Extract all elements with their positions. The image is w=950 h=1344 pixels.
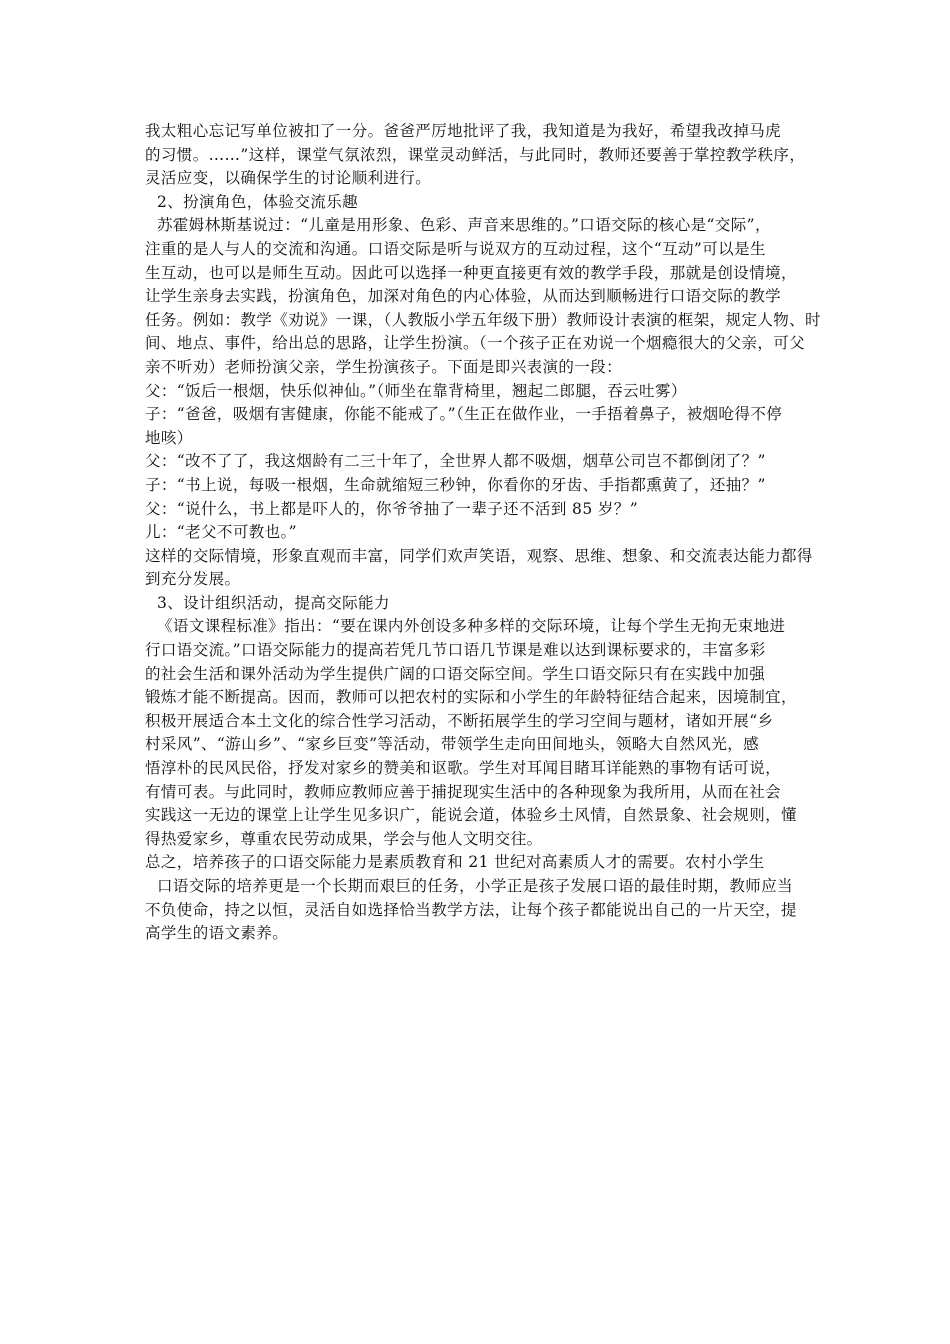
dialogue-line: 父：“饭后一根烟，快乐似神仙。”（师坐在靠背椅里，翘起二郎腿，吞云吐雾）: [145, 381, 687, 400]
text-line: 得热爱家乡，尊重农民劳动成果，学会与他人文明交往。: [145, 829, 543, 848]
text-line: 的习惯。……”这样，课堂气氛浓烈，课堂灵动鲜活，与此同时，教师还要善于掌控教学秩序，: [145, 145, 806, 164]
dialogue-line: 地咳）: [145, 428, 193, 447]
dialogue-line: 父：“说什么，书上都是吓人的，你爷爷抽了一辈子还不活到 85 岁？”: [145, 499, 639, 518]
text-line: [145, 946, 813, 970]
section-heading: 3、设计组织活动，提高交际能力: [157, 593, 390, 612]
text-line: 我太粗心忘记写单位被扣了一分。爸爸严厉地批评了我，我知道是为我好，希望我改掉马虎: [145, 122, 782, 140]
document-page: [145, 120, 821, 969]
text-line: 的社会生活和课外活动为学生提供广阔的口语交际空间。学生口语交际只有在实践中加强: [145, 664, 766, 683]
text-line: 悟淳朴的民风民俗，抒发对家乡的赞美和讴歌。学生对耳闻目睹耳详能熟的事物有话可说，: [145, 759, 782, 778]
dialogue-line: 子：“书上说，每吸一根烟，生命就缩短三秒钟，你看你的牙齿、手指都熏黄了，还抽？”: [145, 475, 766, 494]
text-line: 这样的交际情境，形象直观而丰富，同学们欢声笑语，观察、思维、想象、和交流表达能力都得: [145, 546, 813, 565]
text-line: 生互动，也可以是师生互动。因此可以选择一种更直接更有效的教学手段，那就是创设情境，: [145, 263, 797, 282]
dialogue-line: 子：“爸爸，吸烟有害健康，你能不能戒了。”（生正在做作业，一手捂着鼻子，被烟呛得不停: [145, 405, 783, 424]
text-line: 注重的是人与人的交流和沟通。口语交际是听与说双方的互动过程，这个“互动”可以是生: [145, 239, 766, 258]
text-line: 有情可表。与此同时，教师应教师应善于捕捉现实生活中的各种现象为我所用，从而在社会: [145, 782, 782, 801]
text-line: 任务。例如：教学《劝说》一课，（人教版小学五年级下册）教师设计表演的框架，规定人物、时: [145, 310, 821, 329]
text-line: 到充分发展。: [145, 570, 241, 589]
text-line: 口语交际的培养更是一个长期而艰巨的任务，小学正是孩子发展口语的最佳时期，教师应当: [157, 877, 794, 895]
dialogue-line: 儿：“老父不可教也。”: [145, 523, 297, 542]
text-line: 行口语交流。”口语交际能力的提高若凭几节口语几节课是难以达到课标要求的，丰富多彩: [145, 641, 766, 660]
section-heading: 2、扮演角色，体验交流乐趣: [157, 192, 359, 211]
text-line: 高学生的语文素养。: [145, 924, 289, 943]
text-line: 实践这一无边的课堂上让学生见多识广，能说会道，体验乡土风情，自然景象、社会规则，懂: [145, 806, 797, 825]
text-line: 《语文课程标准》指出：“要在课内外创设多种多样的交际环境，让每个学生无拘无束地进: [157, 617, 786, 636]
text-line: 苏霍姆林斯基说过：“儿童是用形象、色彩、声音来思维的。”口语交际的核心是“交际”，: [157, 216, 771, 235]
text-line: 让学生亲身去实践，扮演角色，加深对角色的内心体验，从而达到顺畅进行口语交际的教学: [145, 287, 782, 306]
text-line: 积极开展适合本土文化的综合性学习活动，不断拓展学生的学习空间与题材，诸如开展“乡: [145, 711, 774, 730]
text-line: 村采风”、“游山乡”、“家乡巨变”等活动，带领学生走向田间地头，领略大自然风光，感: [145, 735, 760, 754]
text-line: 灵活应变，以确保学生的讨论顺利进行。: [145, 169, 432, 188]
text-line: 不负使命，持之以恒，灵活自如选择恰当教学方法，让每个孩子都能说出自己的一片天空，提: [145, 900, 797, 919]
dialogue-line: 父：“改不了了，我这烟龄有二三十年了，全世界人都不吸烟，烟草公司岂不都倒闭了？”: [145, 452, 766, 471]
text-line: 亲不听劝）老师扮演父亲，学生扮演孩子。下面是即兴表演的一段：: [145, 357, 623, 376]
text-line: 总之，培养孩子的口语交际能力是素质教育和 21 世纪对高素质人才的需要。农村小学生: [145, 853, 765, 872]
text-line: 间、地点、事件，给出总的思路，让学生扮演。（一个孩子正在劝说一个烟瘾很大的父亲，可父: [145, 334, 806, 353]
text-line: 锻炼才能不断提高。因而，教师可以把农村的实际和小学生的年龄特征结合起来，因境制宜，: [145, 688, 797, 707]
